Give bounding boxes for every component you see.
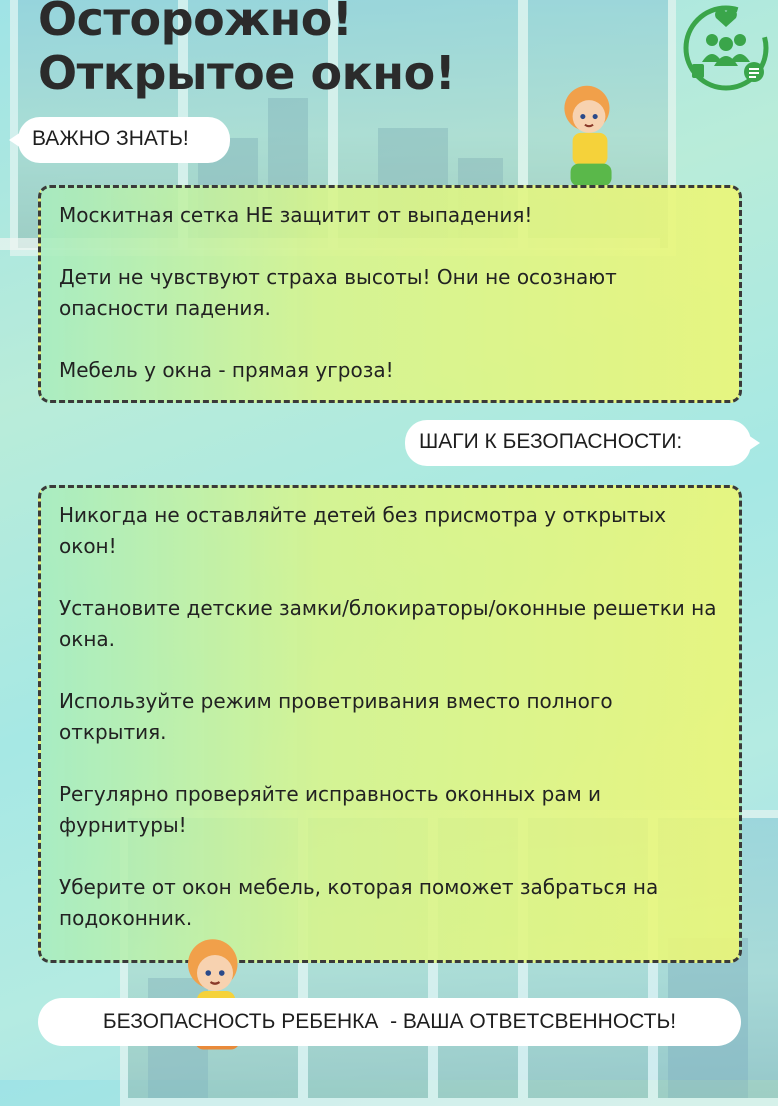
safety-steps-label-text: ШАГИ К БЕЗОПАСНОСТИ: (419, 430, 683, 453)
important-item-3: Мебель у окна - прямая угроза! (59, 358, 394, 382)
page-title (38, 0, 455, 100)
title-line-1: Осторожно! (38, 0, 353, 46)
important-info-card (38, 185, 742, 403)
step-item-1: Никогда не оставляйте детей без присмотра у открытых окон! (59, 503, 667, 558)
child-illustration-icon (548, 72, 630, 202)
step-item-4: Регулярно проверяйте исправность оконных рам и фурнитуры! (59, 782, 602, 837)
footer-text: БЕЗОПАСНОСТЬ РЕБЕНКА - ВАША ОТВЕТСВЕННОСТЬ! (102, 1010, 677, 1033)
safety-steps-card (38, 485, 742, 963)
title-line-2: Открытое окно! (38, 46, 456, 100)
important-item-2: Дети не чувствуют страха высоты! Они не осознают опасности падения. (59, 265, 617, 320)
safety-steps-label (405, 420, 751, 466)
important-label-text: ВАЖНО ЗНАТЬ! (32, 127, 189, 150)
important-label (18, 117, 230, 163)
community-logo-icon (680, 2, 772, 94)
step-item-5: Уберите от окон мебель, которая поможет забраться на подоконник. (59, 875, 659, 930)
footer-banner (38, 998, 741, 1046)
step-item-3: Используйте режим проветривания вместо полного открытия. (59, 689, 613, 744)
step-item-2: Установите детские замки/блокираторы/оконные решетки на окна. (59, 596, 717, 651)
important-item-1: Москитная сетка НЕ защитит от выпадения! (59, 203, 533, 227)
